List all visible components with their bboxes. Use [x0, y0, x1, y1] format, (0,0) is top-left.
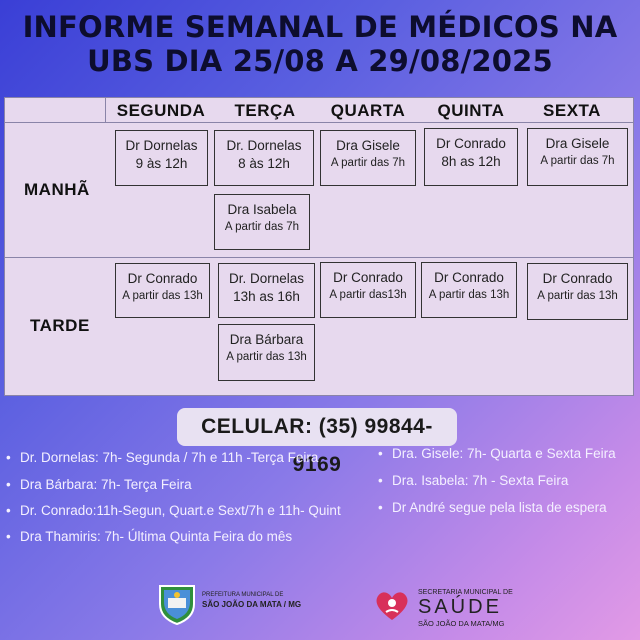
note-item: • Dr. Dornelas: 7h- Segunda / 7h e 11h -Terça Feira: [20, 450, 318, 465]
header-column-divider: [105, 97, 106, 122]
municipality-logo-line-1: PREFEITURA MUNICIPAL DE: [202, 592, 284, 598]
doctor-name: Dra Gisele: [336, 138, 400, 153]
note-item: • Dra. Isabela: 7h - Sexta Feira: [392, 473, 568, 488]
doctor-name: Dr. Dornelas: [228, 271, 305, 286]
doctor-name: Dr Conrado: [333, 270, 403, 285]
period-divider: [4, 257, 634, 258]
doctor-name: Dr Conrado: [542, 271, 613, 286]
afternoon-tuesday-cell: [218, 263, 315, 318]
doctor-hours: 13h as 16h: [233, 289, 300, 304]
note-item: • Dra Thamiris: 7h- Última Quinta Feira do mês: [20, 529, 292, 544]
doctor-hours: A partir das 13h: [428, 289, 510, 301]
doctor-name: Dra Gisele: [545, 136, 610, 151]
day-header-monday: SEGUNDA: [116, 101, 206, 120]
day-header-tuesday: TERÇA: [234, 101, 296, 120]
day-header-thursday: QUINTA: [437, 101, 505, 120]
title-line-2: UBS DIA 25/08 A 29/08/2025: [87, 44, 553, 78]
doctor-name: Dra Isabela: [227, 202, 297, 217]
doctor-name: Dr Conrado: [434, 270, 504, 285]
morning-monday-cell: [115, 130, 208, 186]
health-logo-line-2: SAÚDE: [418, 596, 502, 618]
municipality-logo-line-2: SÃO JOÃO DA MATA / MG: [202, 600, 302, 609]
note-item: • Dr André segue pela lista de espera: [392, 500, 607, 515]
doctor-hours: 9 às 12h: [135, 156, 188, 171]
afternoon-wednesday-cell: [320, 262, 416, 318]
morning-tuesday-extra-cell: [214, 194, 310, 250]
municipality-logo: [154, 580, 302, 631]
doctor-name: Dr Conrado: [127, 271, 198, 286]
doctor-name: Dra Bárbara: [229, 332, 304, 347]
morning-tuesday-cell: [214, 130, 314, 186]
day-header-wednesday: QUARTA: [330, 101, 406, 120]
doctor-hours: A partir das13h: [329, 289, 407, 301]
period-morning-label: MANHÃ: [24, 180, 90, 199]
doctor-hours: A partir das 7h: [224, 221, 300, 233]
morning-thursday-cell: [424, 128, 518, 186]
health-logo-line-3: SÃO JOÃO DA MATA/MG: [418, 619, 505, 628]
header-divider-left: [4, 122, 105, 123]
heart-hands-icon: [370, 586, 414, 626]
morning-friday-cell: [527, 128, 628, 186]
doctor-name: Dr Dornelas: [125, 138, 198, 153]
period-afternoon-label: TARDE: [30, 316, 90, 335]
doctor-hours: 8h as 12h: [441, 154, 501, 169]
doctor-name: Dr. Dornelas: [226, 138, 302, 153]
doctor-hours: A partir das 13h: [537, 290, 618, 302]
crest-icon: [154, 580, 200, 626]
doctor-hours: A partir das 7h: [540, 155, 615, 167]
note-item: • Dra. Gisele: 7h- Quarta e Sexta Feira: [392, 446, 616, 461]
doctor-hours: A partir das 13h: [226, 351, 307, 363]
afternoon-friday-cell: [527, 263, 628, 320]
doctor-hours: 8 às 12h: [238, 156, 290, 171]
health-logo-line-1: SECRETARIA MUNICIPAL DE: [418, 589, 513, 596]
afternoon-monday-cell: [115, 263, 210, 318]
note-item: • Dra Bárbara: 7h- Terça Feira: [20, 477, 192, 492]
note-item: • Dr. Conrado:11h-Segun, Quart.e Sext/7h e 11h- Quint: [20, 503, 341, 518]
page-title: [0, 10, 640, 78]
afternoon-tuesday-extra-cell: [218, 324, 315, 381]
doctor-name: Dr Conrado: [436, 136, 506, 151]
morning-wednesday-cell: [320, 130, 416, 186]
header-divider: [105, 122, 634, 123]
afternoon-thursday-cell: [421, 262, 517, 318]
phone-banner: CELULAR: (35) 99844-9169: [177, 408, 457, 446]
doctor-hours: A partir das 7h: [330, 157, 406, 169]
doctor-hours: A partir das 13h: [122, 290, 203, 302]
title-line-1: INFORME SEMANAL DE MÉDICOS NA: [22, 10, 618, 44]
day-header-friday: SEXTA: [543, 101, 601, 120]
